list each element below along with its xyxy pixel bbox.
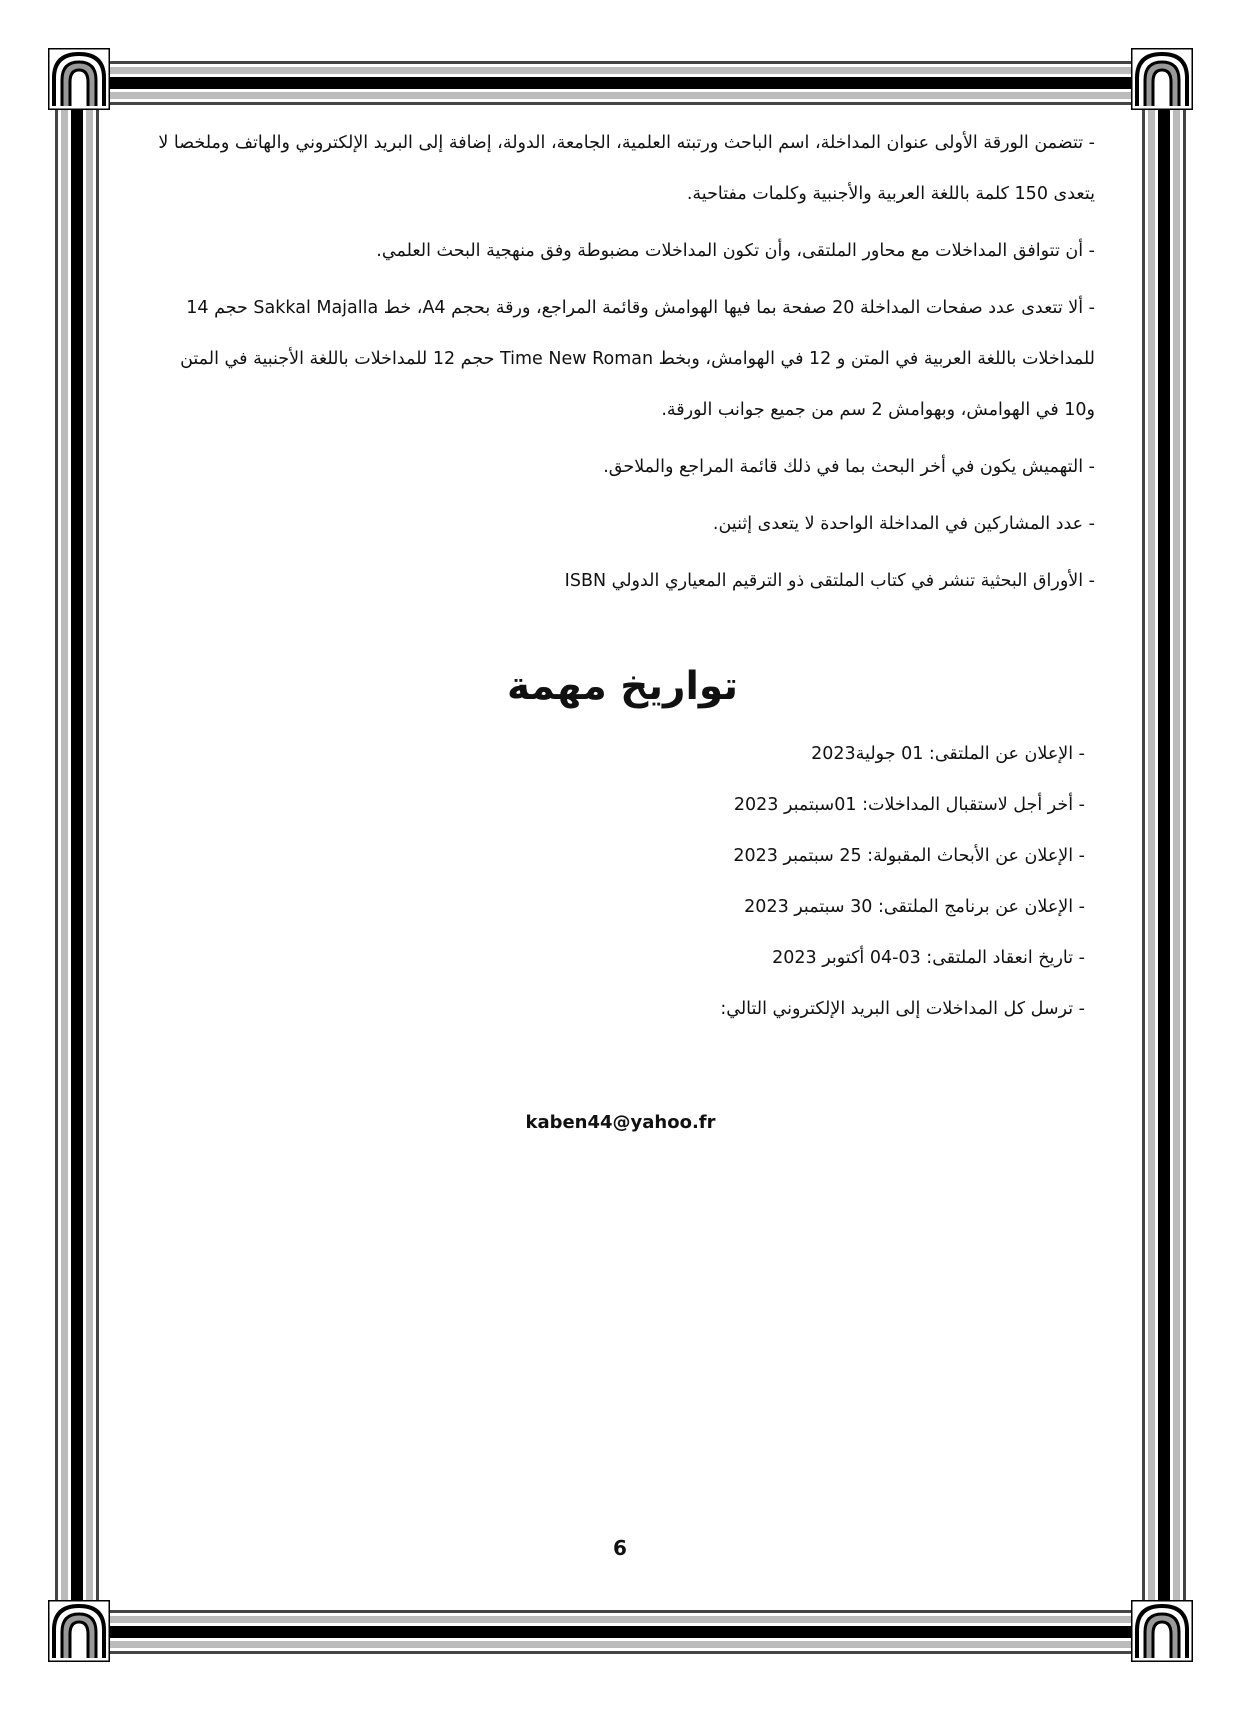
document-body	[150, 118, 1095, 1035]
paragraph-participants-limit: - عدد المشاركين في المداخلة الواحدة لا يتعدى إثنين.	[712, 514, 1095, 534]
list-item: - أخر أجل لاستقبال المداخلات: 01سبتمبر 2023	[733, 795, 1085, 815]
frame-bottom-border	[110, 1610, 1131, 1654]
page-number: 6	[613, 1536, 627, 1560]
frame-left-border	[55, 110, 99, 1603]
list-item: - ترسل كل المداخلات إلى البريد الإلكتروني التالي:	[720, 999, 1085, 1019]
paragraph-axes-compliance: - أن تتوافق المداخلات مع محاور الملتقى، وأن تكون المداخلات مضبوطة وفق منهجية البحث العلمي.	[376, 241, 1095, 261]
frame-corner-ornament-icon	[48, 48, 110, 110]
list-item: - الإعلان عن الملتقى: 01 جولية2023	[811, 744, 1085, 764]
list-item: - تاريخ انعقاد الملتقى: 03-04 أكتوبر 2023	[772, 948, 1085, 968]
important-dates-heading: تواريخ مهمة	[507, 664, 738, 709]
paragraph-first-page-requirements: - تتضمن الورقة الأولى عنوان المداخلة، اسم الباحث ورتبته العلمية، الجامعة، الدولة، إضافة إلى البريد الإلكتروني والهاتف وملخصا لا يتعدى 150 كلمة باللغة العربية والأجنبية وكلمات مفتاحية.	[158, 133, 1095, 204]
list-item: - الإعلان عن الأبحاث المقبولة: 25 سبتمبر 2023	[733, 846, 1085, 866]
frame-corner-ornament-icon	[1131, 1600, 1193, 1662]
submission-email: kaben44@yahoo.fr	[525, 1112, 716, 1133]
frame-right-border	[1142, 110, 1186, 1603]
frame-top-border	[110, 61, 1131, 105]
paragraph-footnotes: - التهميش يكون في أخر البحث بما في ذلك قائمة المراجع والملاحق.	[603, 457, 1095, 477]
paragraph-isbn-publication: - الأوراق البحثية تنشر في كتاب الملتقى ذو الترقيم المعياري الدولي ISBN	[564, 571, 1095, 591]
list-item: - الإعلان عن برنامج الملتقى: 30 سبتمبر 2023	[744, 897, 1085, 917]
important-dates-list	[150, 729, 1095, 1035]
frame-corner-ornament-icon	[48, 1600, 110, 1662]
frame-corner-ornament-icon	[1131, 48, 1193, 110]
paragraph-formatting-rules: - ألا تتعدى عدد صفحات المداخلة 20 صفحة بما فيها الهوامش وقائمة المراجع، ورقة بحجم A4، خط Sakkal Majalla حجم 14 للمداخلات باللغة العربية في المتن و 12 في الهوامش، وبخط Time New Roman حجم 12 للمداخلات باللغة الأجنبية في المتن و10 في الهوامش، وبهوامش 2 سم من جميع جوانب الورقة.	[180, 298, 1095, 420]
